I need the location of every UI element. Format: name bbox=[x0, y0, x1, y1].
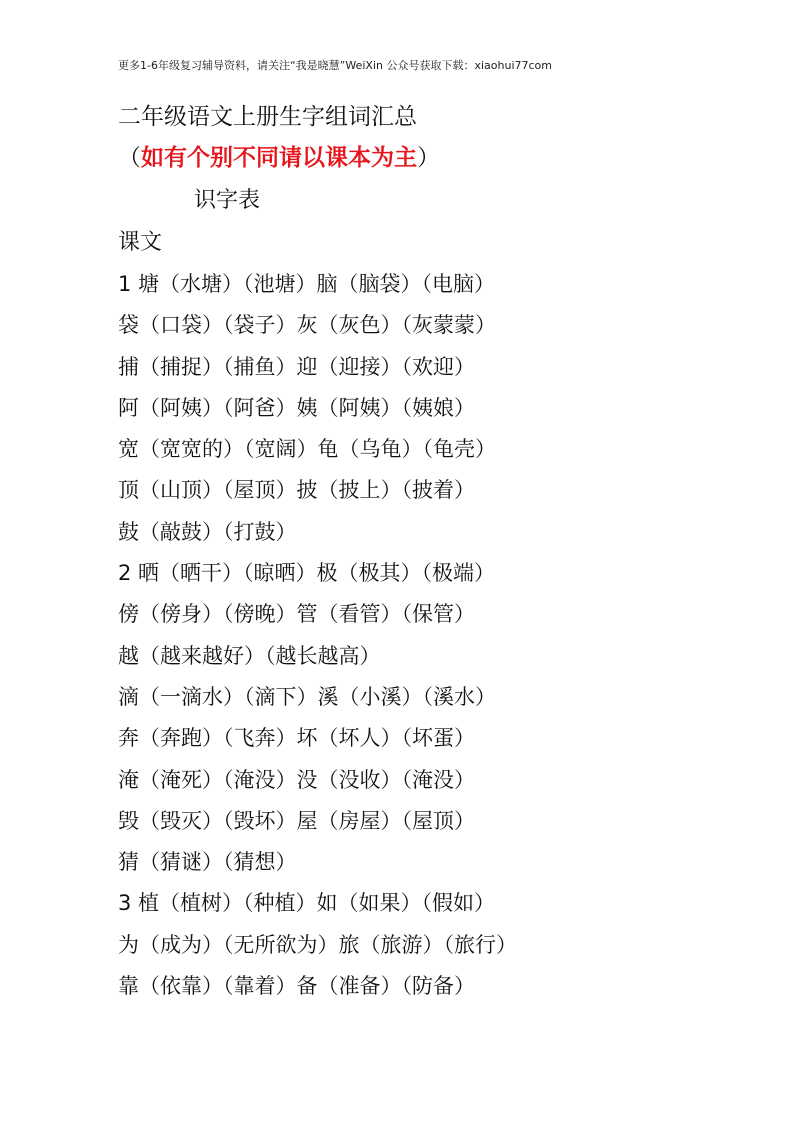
subtitle: 识字表 bbox=[194, 188, 261, 213]
word-line: 阿（阿姨）（阿爸）姨（阿姨）（姨娘） bbox=[118, 395, 475, 420]
word-line: 袋（口袋）（袋子）灰（灰色）（灰蒙蒙） bbox=[118, 313, 496, 338]
section-heading: 课文 bbox=[118, 230, 163, 255]
notice-open-paren: （ bbox=[118, 145, 141, 171]
notice-line bbox=[118, 141, 440, 175]
word-line: 宽（宽宽的）（宽阔）龟（乌龟）（龟壳） bbox=[118, 437, 496, 462]
word-line: 淹（淹死）（淹没）没（没收）（淹没） bbox=[118, 767, 475, 792]
header-note: 更多1-6年级复习辅导资料，请关注“我是晓慧”WeiXin 公众号获取下载：xiaohui77com bbox=[118, 59, 553, 72]
word-line: 为（成为）（无所欲为）旅（旅游）（旅行） bbox=[118, 932, 517, 957]
word-line: 捕（捕捉）（捕鱼）迎（迎接）（欢迎） bbox=[118, 354, 475, 379]
word-line: 顶（山顶）（屋顶）披（披上）（披着） bbox=[118, 478, 475, 503]
word-line: 猜（猜谜）（猜想） bbox=[118, 850, 297, 875]
word-line: 毁（毁灭）（毁坏）屋（房屋）（屋顶） bbox=[118, 808, 475, 833]
word-line: 傍（傍身）（傍晚）管（看管）（保管） bbox=[118, 602, 475, 627]
word-line: 3 植（植树）（种植）如（如果）（假如） bbox=[118, 891, 496, 916]
word-line: 靠（依靠）（靠着）备（准备）（防备） bbox=[118, 974, 475, 999]
word-line: 1 塘（水塘）（池塘）脑（脑袋）（电脑） bbox=[118, 272, 496, 296]
word-line: 滴（一滴水）（滴下）溪（小溪）（溪水） bbox=[118, 684, 496, 709]
word-line: 鼓（敲鼓）（打鼓） bbox=[118, 519, 297, 544]
notice-close-paren: ） bbox=[417, 145, 440, 171]
word-line: 奔（奔跑）（飞奔）坏（坏人）（坏蛋） bbox=[118, 726, 475, 751]
document-title: 二年级语文上册生字组词汇总 bbox=[118, 104, 417, 130]
notice-text: 如有个别不同请以课本为主 bbox=[141, 145, 417, 171]
word-line: 越（越来越好）（越长越高） bbox=[118, 643, 381, 668]
word-list bbox=[118, 267, 758, 1010]
word-line: 2 晒（晒干）（晾晒）极（极其）（极端） bbox=[118, 561, 496, 586]
